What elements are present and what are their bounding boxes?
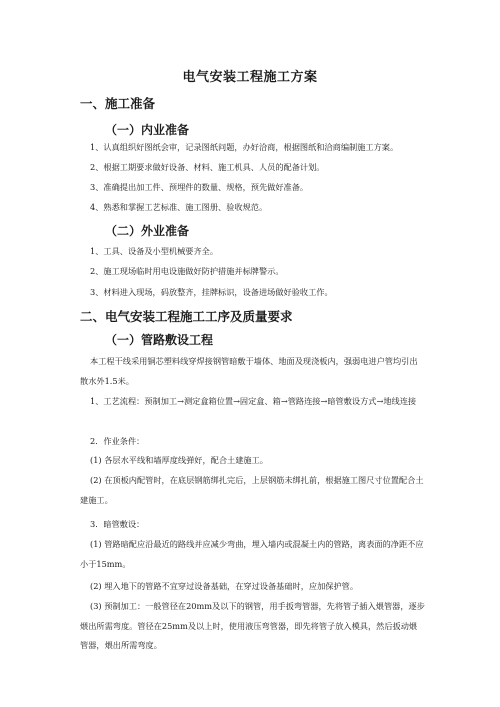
list-item: 4、熟悉和掌握工艺标准、施工图册、验收规范。 <box>90 202 268 212</box>
intro-paragraph: 本工程干线采用铜芯塑料线穿焊接钢管暗敷于墙体、地面及现浇板内，强弱电进户管均引出散水外1.5米。 <box>80 356 418 386</box>
list-item: 1、认真组织好图纸会审，记录图纸问题，办好洽商，根据图纸和洽商编制施工方案。 <box>90 142 399 152</box>
list-item: (2) 在顶板内配管时，在底层钢筋绑扎完后，上层钢筋未绑扎前，根据施工图尺寸位置配合土建施工。 <box>80 475 424 505</box>
document-title: 电气安装工程施工方案 <box>182 70 318 85</box>
subsection-heading-external: （二）外业准备 <box>105 224 190 238</box>
list-item: (1) 管路暗配应沿最近的路线并应减少弯曲，埋入墙内或混凝土内的管路，离表面的净距不应小于15mm。 <box>80 539 424 569</box>
subsection-heading-internal: （一）内业准备 <box>105 123 190 137</box>
section-heading-1: 一、施工准备 <box>80 96 156 111</box>
process-flow-paragraph: 1、工艺流程：预制加工→测定盒箱位置→固定盒、箱→管路连接→暗管敷设方式→地线连接 <box>90 396 417 406</box>
section-heading-2: 二、电气安装工程施工工序及质量要求 <box>80 309 293 324</box>
list-item: 1、工具、设备及小型机械要齐全。 <box>90 246 219 256</box>
list-item: 2、根据工期要求做好设备、材料、施工机具、人员的配备计划。 <box>90 162 325 172</box>
conditions-heading: 2．作业条件： <box>90 436 145 446</box>
subsection-heading-conduit: （一）管路敷设工程 <box>105 333 214 347</box>
list-item: 2、施工现场临时用电设施做好防护措施并标牌警示。 <box>90 266 284 276</box>
list-item: (2) 埋入地下的管路不宜穿过设备基础，在穿过设备基础时，应加保护管。 <box>90 581 359 591</box>
hidden-conduit-heading: 3．暗管敷设： <box>90 519 145 529</box>
list-item: 3、材料进入现场，码放整齐，挂牌标识，设备进场做好验收工作。 <box>90 287 333 297</box>
list-item: (3) 预制加工：一般管径在20mm及以下的钢管，用手扳弯管器，先将管子插入煨管器，逐步煨出所需弯度。管径在25mm及以上时，使用液压弯管器，即先将管子放入模具，然后扳动煨管器，煨出所需弯度。 <box>80 601 425 650</box>
list-item: 3、准确提出加工件、预埋件的数量、规格，预先做好准备。 <box>90 182 309 192</box>
list-item: (1) 各层水平线和墙厚度线弹好，配合土建施工。 <box>90 455 268 465</box>
